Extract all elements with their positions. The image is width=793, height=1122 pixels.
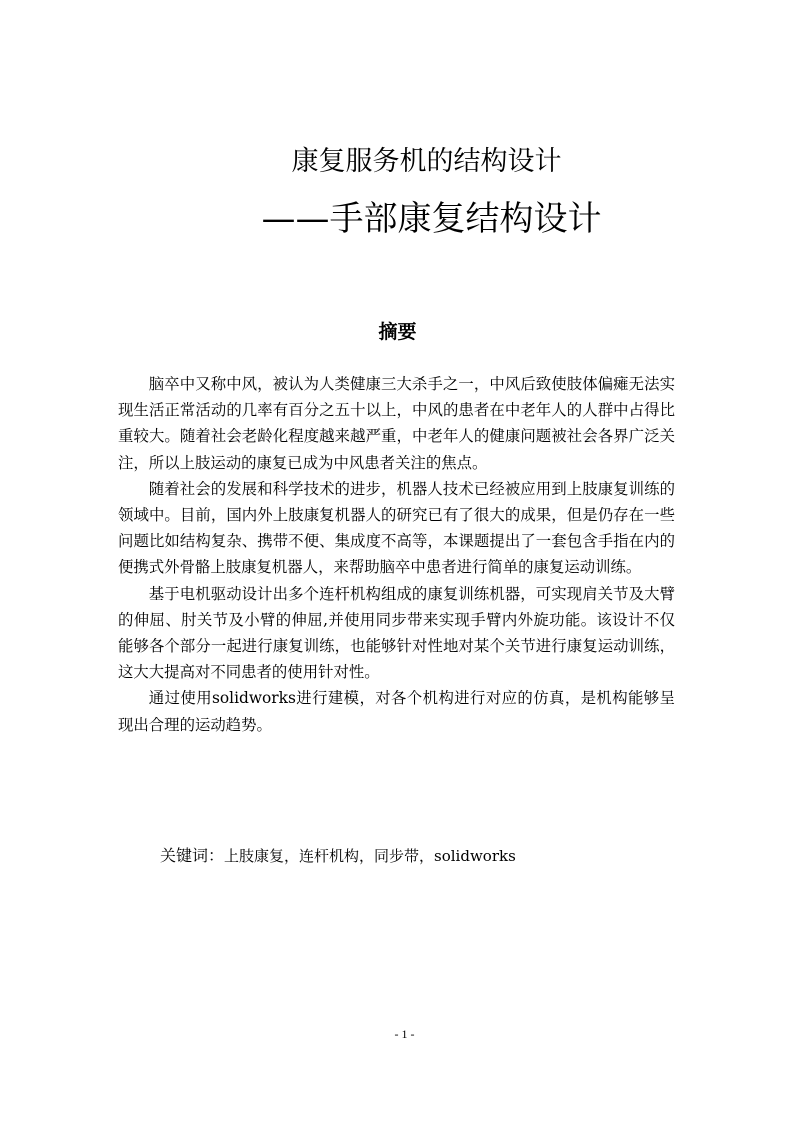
abstract-heading: 摘要 — [378, 321, 417, 343]
document-subtitle: ——手部康复结构设计 — [261, 199, 602, 239]
page-number: - 1 - — [394, 1027, 415, 1041]
keywords-text: 上肢康复，连杆机构，同步带，solidworks — [224, 847, 516, 865]
document-title: 康复服务机的结构设计 — [291, 146, 562, 177]
abstract-body — [118, 371, 675, 738]
keywords-line — [160, 843, 720, 869]
abstract-paragraph-2: 随着社会的发展和科学技术的进步，机器人技术已经被应用到上肢康复训练的领域中。目前，国内外上肢康复机器人的研究已有了很大的成果，但是仍存在一些问题比如结构复杂、携带不便、集成度不高等，本课题提出了一套包含手指在内的便携式外骨骼上肢康复机器人，来帮助脑卒中患者进行简单的康复运动训练。 — [118, 479, 675, 577]
keywords-label: 关键词： — [160, 846, 225, 865]
abstract-paragraph-1: 脑卒中又称中风，被认为人类健康三大杀手之一，中风后致使肢体偏瘫无法实现生活正常活动的几率有百分之五十以上，中风的患者在中老年人的人群中占得比重较大。随着社会老龄化程度越来越严重，中老年人的健康问题被社会各界广泛关注，所以上肢运动的康复已成为中风患者关注的焦点。 — [118, 375, 675, 472]
abstract-paragraph-3: 基于电机驱动设计出多个连杆机构组成的康复训练机器，可实现肩关节及大臂的伸屈、肘关节及小臂的伸屈,并使用同步带来实现手臂内外旋功能。该设计不仅能够各个部分一起进行康复训练，也能够针对性地对某个关节进行康复运动训练，这大大提高对不同患者的使用针对性。 — [118, 584, 675, 682]
abstract-paragraph-4: 通过使用solidworks进行建模，对各个机构进行对应的仿真，是机构能够呈现出合理的运动趋势。 — [118, 689, 675, 734]
